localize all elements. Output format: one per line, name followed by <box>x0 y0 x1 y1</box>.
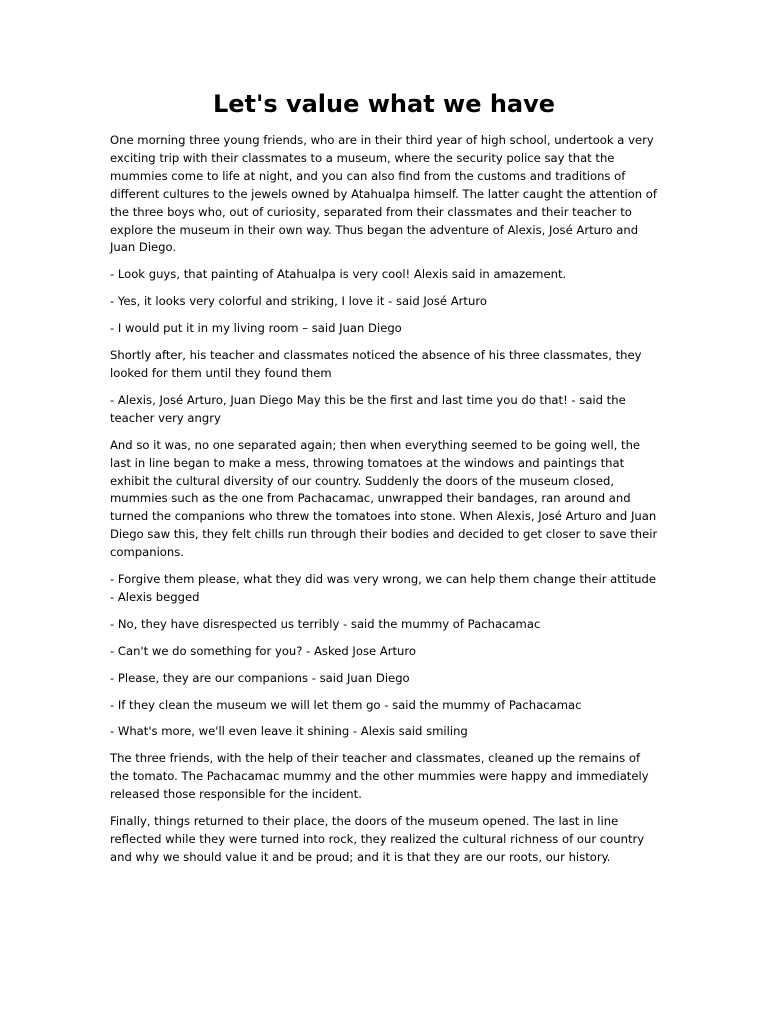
dialogue-line: - No, they have disrespected us terribly - said the mummy of Pachacamac <box>110 616 541 631</box>
dialogue-line: - What's more, we'll even leave it shining - Alexis said smiling <box>110 724 468 739</box>
dialogue-line: - Please, they are our companions - said Juan Diego <box>110 670 410 685</box>
paragraph: The three friends, with the help of their teacher and classmates, cleaned up the remains of the tomato. The Pachacamac mummy and the other mummies were happy and immediately released those responsible for the incident. <box>110 751 649 802</box>
paragraph: Shortly after, his teacher and classmates noticed the absence of his three classmates, they looked for them until they found them <box>110 348 642 380</box>
dialogue-line: - I would put it in my living room – said Juan Diego <box>110 321 402 336</box>
dialogue-line: - Can't we do something for you? - Asked Jose Arturo <box>110 643 416 658</box>
paragraph-conclusion: Finally, things returned to their place, the doors of the museum opened. The last in line reflected while they were turned into rock, they realized the cultural richness of our country and why we should value it and be proud; and it is that they are our roots, our history. <box>110 814 645 864</box>
dialogue-line: - If they clean the museum we will let them go - said the mummy of Pachacamac <box>110 697 582 712</box>
paragraph-intro: One morning three young friends, who are in their third year of high school, undertook a very exciting trip with their classmates to a museum, where the security police say that the mummies come to life at night, and you can also find from the customs and traditions of different cultures to the jewels owned by Atahualpa himself. The latter caught the attention of the three boys who, out of curiosity, separated from their classmates and their teacher to explore the museum in their own way. Thus began the adventure of Alexis, José Arturo and Juan Diego. <box>110 133 657 255</box>
document-body <box>110 132 660 876</box>
dialogue-line: - Look guys, that painting of Atahualpa is very cool! Alexis said in amazement. <box>110 267 567 282</box>
document-title: Let's value what we have <box>212 90 556 118</box>
dialogue-line: - Yes, it looks very colorful and striking, I love it - said José Arturo <box>110 294 487 309</box>
dialogue-line: - Forgive them please, what they did was very wrong, we can help them change their attitude - Alexis begged <box>110 572 656 604</box>
dialogue-line: - Alexis, José Arturo, Juan Diego May this be the first and last time you do that! - said the teacher very angry <box>110 392 626 425</box>
paragraph: And so it was, no one separated again; then when everything seemed to be going well, the last in line began to make a mess, throwing tomatoes at the windows and paintings that exhibit the cultural diversity of our country. Suddenly the doors of the museum closed, mummies such as the one from Pachacamac, unwrapped their bandages, ran around and turned the companions who threw the tomatoes into stone. When Alexis, José Arturo and Juan Diego saw this, they felt chills run through their bodies and decided to get closer to save their companions. <box>110 437 658 560</box>
